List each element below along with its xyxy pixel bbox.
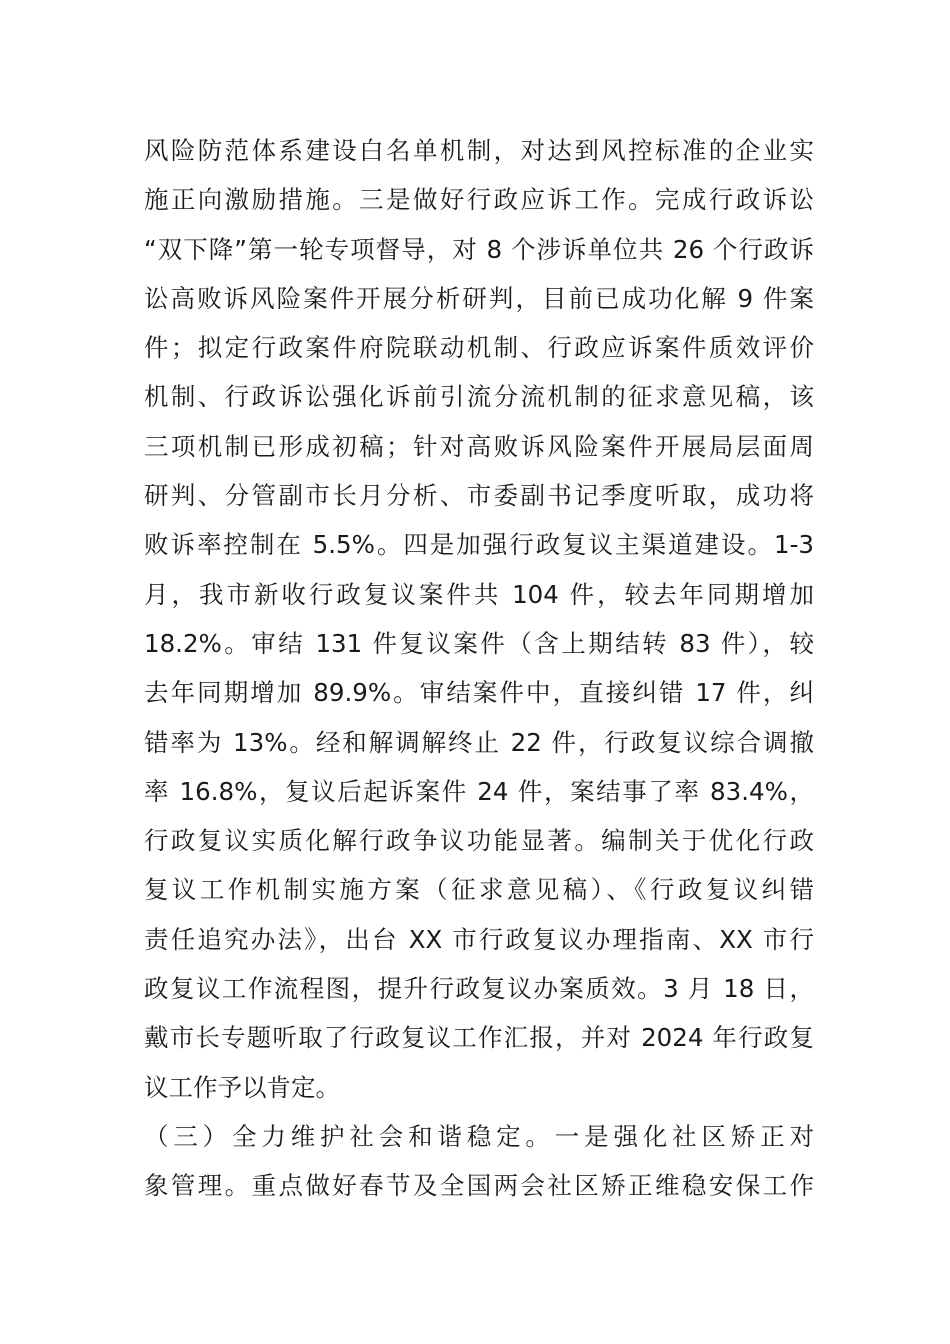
text-line: 行政复议实质化解行政争议功能显著。编制关于优化行政 — [144, 826, 814, 856]
section-heading-line: （三）全力维护社会和谐稳定。一是强化社区矫正对 — [144, 1121, 814, 1151]
body-text — [144, 126, 814, 1211]
text-line: 复议工作机制实施方案（征求意见稿）、《行政复议纠错 — [144, 875, 814, 905]
text-line: 风险防范体系建设白名单机制，对达到风控标准的企业实 — [144, 136, 814, 165]
text-line: 18.2%。审结 131 件复议案件（含上期结转 83 件），较 — [144, 628, 814, 658]
text-line: 率 16.8%，复议后起诉案件 24 件，案结事了率 83.4%， — [144, 776, 814, 806]
text-line: 错率为 13%。经和解调解终止 22 件，行政复议综合调撤 — [144, 727, 814, 757]
text-line: 责任追究办法》，出台 XX 市行政复议办理指南、XX 市行 — [144, 924, 814, 954]
text-line: 件；拟定行政案件府院联动机制、行政应诉案件质效评价 — [144, 333, 814, 363]
text-line: 戴市长专题听取了行政复议工作汇报，并对 2024 年行政复 — [144, 1023, 814, 1053]
text-line: 象管理。重点做好春节及全国两会社区矫正维稳安保工作 — [144, 1171, 814, 1201]
text-line: 研判、分管副市长月分析、市委副书记季度听取，成功将 — [144, 481, 814, 511]
text-line: 施正向激励措施。三是做好行政应诉工作。完成行政诉讼 — [144, 185, 814, 215]
text-line: 讼高败诉风险案件开展分析研判，目前已成功化解 9 件案 — [144, 283, 814, 313]
text-line: “双下降”第一轮专项督导，对 8 个涉诉单位共 26 个行政诉 — [144, 234, 814, 264]
text-line: 去年同期增加 89.9%。审结案件中，直接纠错 17 件，纠 — [144, 678, 814, 708]
text-line: 三项机制已形成初稿；针对高败诉风险案件开展局层面周 — [144, 431, 814, 461]
text-line: 机制、行政诉讼强化诉前引流分流机制的征求意见稿，该 — [144, 382, 814, 412]
text-line: 败诉率控制在 5.5%。四是加强行政复议主渠道建设。1-3 — [144, 530, 814, 560]
text-line: 月，我市新收行政复议案件共 104 件，较去年同期增加 — [144, 579, 814, 609]
text-line: 政复议工作流程图，提升行政复议办案质效。3 月 18 日， — [144, 974, 814, 1004]
text-line-paragraph-end: 议工作予以肯定。 — [144, 1072, 340, 1102]
